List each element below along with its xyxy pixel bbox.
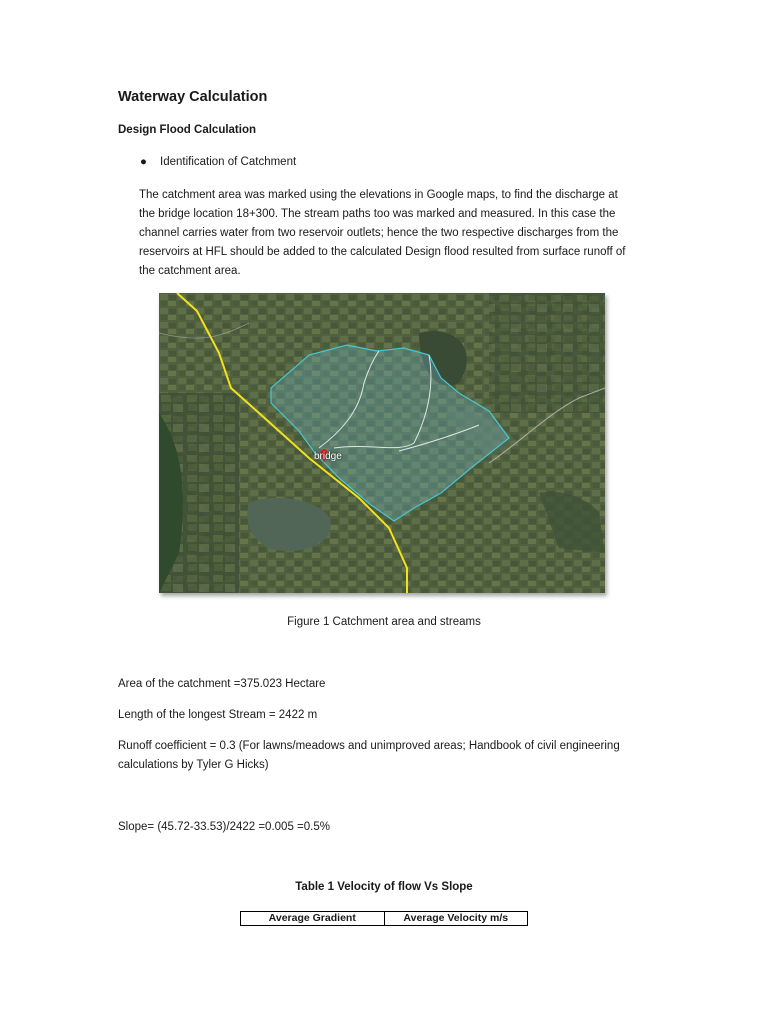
bullet-text: Identification of Catchment — [160, 156, 297, 168]
section-heading: Design Flood Calculation — [118, 124, 257, 136]
page-heading: Waterway Calculation — [118, 89, 268, 105]
catchment-satellite-map — [159, 293, 605, 593]
runoff-coefficient-line-2: calculations by Tyler G Hicks) — [118, 759, 269, 771]
bullet-icon: ● — [140, 156, 147, 168]
paragraph-line: reservoirs at HFL should be added to the calculated Design flood resulted from surface runoff of — [139, 246, 626, 258]
table-header-velocity: Average Velocity m/s — [384, 912, 528, 925]
table-header-gradient: Average Gradient — [268, 912, 356, 924]
bullet-item — [140, 156, 296, 168]
figure-caption: Figure 1 Catchment area and streams — [287, 616, 481, 628]
map-image — [159, 293, 605, 593]
body-paragraph — [139, 186, 659, 281]
table-title: Table 1 Velocity of flow Vs Slope — [295, 881, 473, 893]
velocity-table — [240, 911, 528, 926]
paragraph-line: The catchment area was marked using the elevations in Google maps, to find the discharge at — [139, 189, 618, 201]
paragraph-line: channel carries water from two reservoir outlets; hence the two respective discharges from the — [139, 227, 619, 239]
runoff-coefficient-line: Runoff coefficient = 0.3 (For lawns/meadows and unimproved areas; Handbook of civil engineering — [118, 740, 620, 752]
paragraph-line: the bridge location 18+300. The stream paths too was marked and measured. In this case the — [139, 208, 616, 220]
slope-line: Slope= (45.72-33.53)/2422 =0.005 =0.5% — [118, 821, 330, 833]
paragraph-line: the catchment area. — [139, 265, 241, 277]
map-bridge-label: bridge — [314, 451, 342, 462]
stream-length-line: Length of the longest Stream = 2422 m — [118, 709, 318, 721]
catchment-area-line: Area of the catchment =375.023 Hectare — [118, 678, 326, 690]
